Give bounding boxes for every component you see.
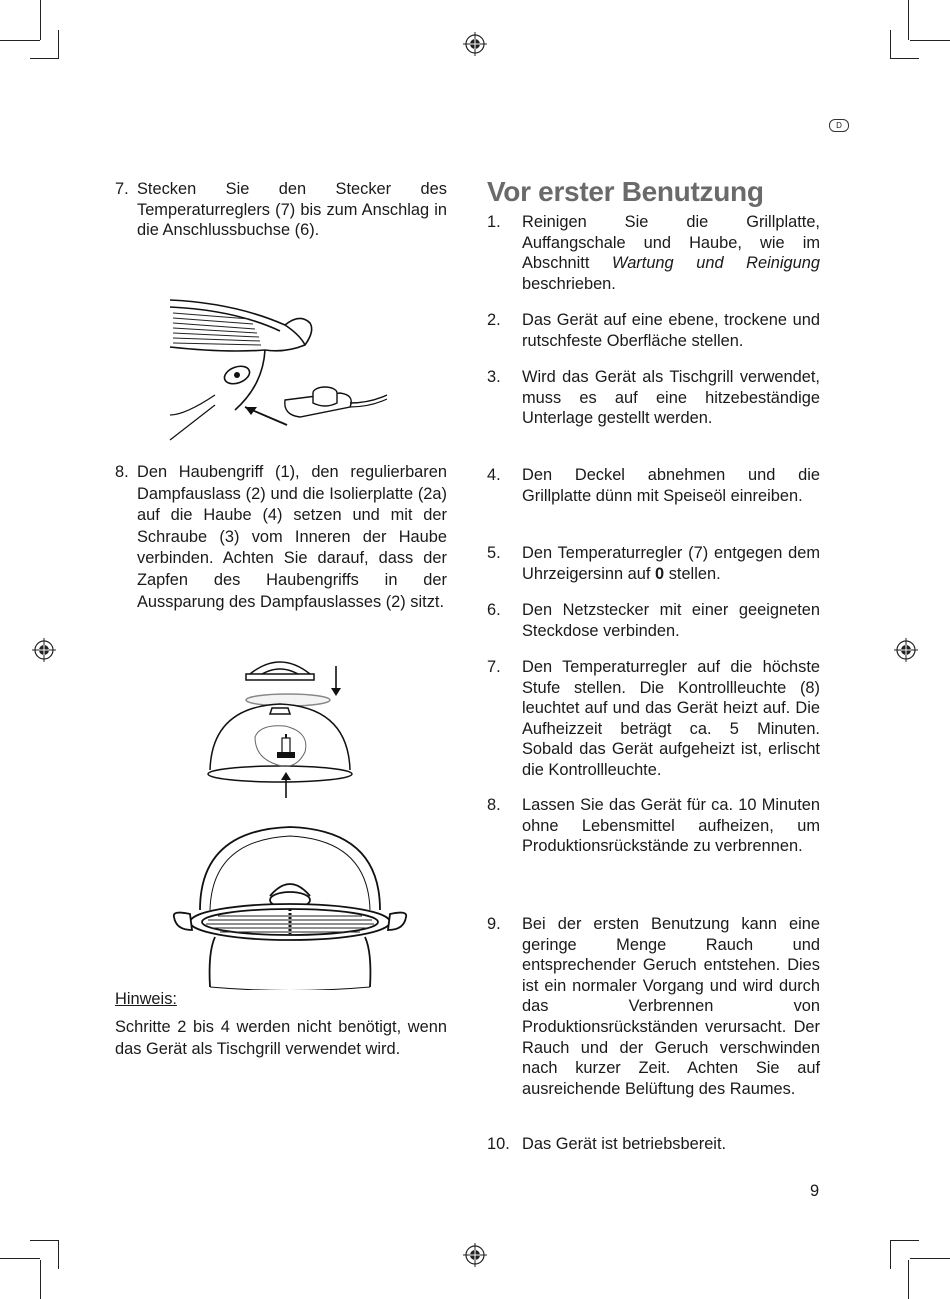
item-number: 10. <box>487 1135 510 1153</box>
item-text: Das Gerät auf eine ebene, trockene und rutschfeste Oberfläche stellen. <box>522 311 820 350</box>
item-number: 7. <box>115 180 129 198</box>
item-text <box>522 543 820 584</box>
item-number: 8. <box>115 463 129 481</box>
language-badge: D <box>829 119 849 132</box>
crop-mark <box>890 1240 891 1269</box>
grill-plug-illustration <box>165 295 395 445</box>
item-text-part: stellen. <box>664 564 721 583</box>
crop-mark <box>0 1258 40 1259</box>
page-number: 9 <box>810 1182 820 1200</box>
section-heading: Vor erster Benutzung <box>487 176 764 207</box>
item-number: 9. <box>487 915 501 933</box>
item-text: Lassen Sie das Gerät für ca. 10 Minuten ohne Lebensmittel aufheizen, um Produktionsrückstände zu verbrennen. <box>522 796 820 856</box>
list-item <box>487 795 820 857</box>
list-item <box>487 465 820 506</box>
item-text <box>522 212 820 294</box>
crop-mark <box>40 1260 41 1299</box>
item-text: Den Netzstecker mit einer geeigneten Steckdose verbinden. <box>522 601 820 640</box>
item-number: 8. <box>487 796 501 814</box>
crop-mark <box>0 40 40 41</box>
registration-mark-icon <box>894 638 918 662</box>
item-text: Den Deckel abnehmen und die Grillplatte dünn mit Speiseöl einreiben. <box>522 466 820 505</box>
item-number: 6. <box>487 601 501 619</box>
item-text-bold: 0 <box>655 564 665 583</box>
list-item <box>487 1134 820 1155</box>
item-text-part: beschrieben. <box>522 274 616 293</box>
registration-mark-icon <box>463 32 487 56</box>
crop-mark <box>890 30 891 59</box>
item-number: 7. <box>487 658 501 676</box>
lid-assembly-illustration <box>200 652 360 802</box>
item-text-italic: Wartung und Reinigung <box>612 254 820 273</box>
crop-mark <box>40 0 41 40</box>
crop-mark <box>890 1240 919 1241</box>
item-number: 2. <box>487 311 501 329</box>
crop-mark <box>908 0 909 40</box>
item-number: 5. <box>487 544 501 562</box>
list-item <box>487 212 820 294</box>
crop-mark <box>30 58 59 59</box>
note-label: Hinweis: <box>115 990 177 1008</box>
item-text: Wird das Gerät als Tischgrill verwendet, muss es auf eine hitzebeständige Unterlage gestellt werden. <box>522 368 820 428</box>
list-item <box>487 367 820 429</box>
item-text: Den Temperaturregler auf die höchste Stufe stellen. Die Kontrollleuchte (8) leuchtet auf und das Gerät heizt auf. Die Aufheizzeit beträgt ca. 5 Minuten. Sobald das Gerät aufgeheizt ist, erlischt die Kontrollleuchte. <box>522 658 820 779</box>
crop-mark <box>58 30 59 59</box>
registration-mark-icon <box>463 1243 487 1267</box>
note-text: Schritte 2 bis 4 werden nicht benötigt, wenn das Gerät als Tischgrill verwendet wird. <box>115 1018 447 1058</box>
list-item <box>115 462 447 613</box>
item-number: 1. <box>487 213 501 231</box>
list-item <box>487 543 820 584</box>
crop-mark <box>910 1258 950 1259</box>
item-number: 4. <box>487 466 501 484</box>
crop-mark <box>890 58 919 59</box>
list-item <box>487 657 820 781</box>
list-item <box>115 179 447 241</box>
item-text: Bei der ersten Benutzung kann eine geringe Menge Rauch und entsprechender Geruch entstehen. Dies ist ein normaler Vorgang und wird durch das Verbrennen von Produktionsrückständen verursacht. Der Rauch und der Geruch verschwinden nach kurzer Zeit. Achten Sie auf ausreichende Belüftung des Raumes. <box>522 915 820 1098</box>
registration-mark-icon <box>32 638 56 662</box>
crop-mark <box>58 1240 59 1269</box>
crop-mark <box>910 40 950 41</box>
crop-mark <box>908 1260 909 1299</box>
item-text: Den Haubengriff (1), den regulierbaren Dampfauslass (2) und die Isolierplatte (2a) auf die Haube (4) setzen und mit der Schraube (3) vom Inneren der Haube verbinden. Achten Sie darauf, dass der Zapfen des Haubengriffs in der Aussparung des Dampfauslasses (2) sitzt. <box>137 463 447 611</box>
list-item <box>487 600 820 641</box>
crop-mark <box>30 1240 59 1241</box>
item-number: 3. <box>487 368 501 386</box>
list-item <box>487 914 820 1099</box>
item-text: Das Gerät ist betriebsbereit. <box>522 1135 727 1153</box>
item-text-part: Reinigen Sie die Grillplatte, Auffangschale und Haube, wie im Abschnitt <box>522 213 820 273</box>
item-text-part: Den Temperaturregler (7) entgegen dem Uhrzeigersinn auf <box>522 544 820 583</box>
list-item <box>487 310 820 351</box>
open-grill-illustration <box>170 822 410 990</box>
item-text: Stecken Sie den Stecker des Temperaturreglers (7) bis zum Anschlag in die Anschlussbuchse (6). <box>137 180 447 240</box>
